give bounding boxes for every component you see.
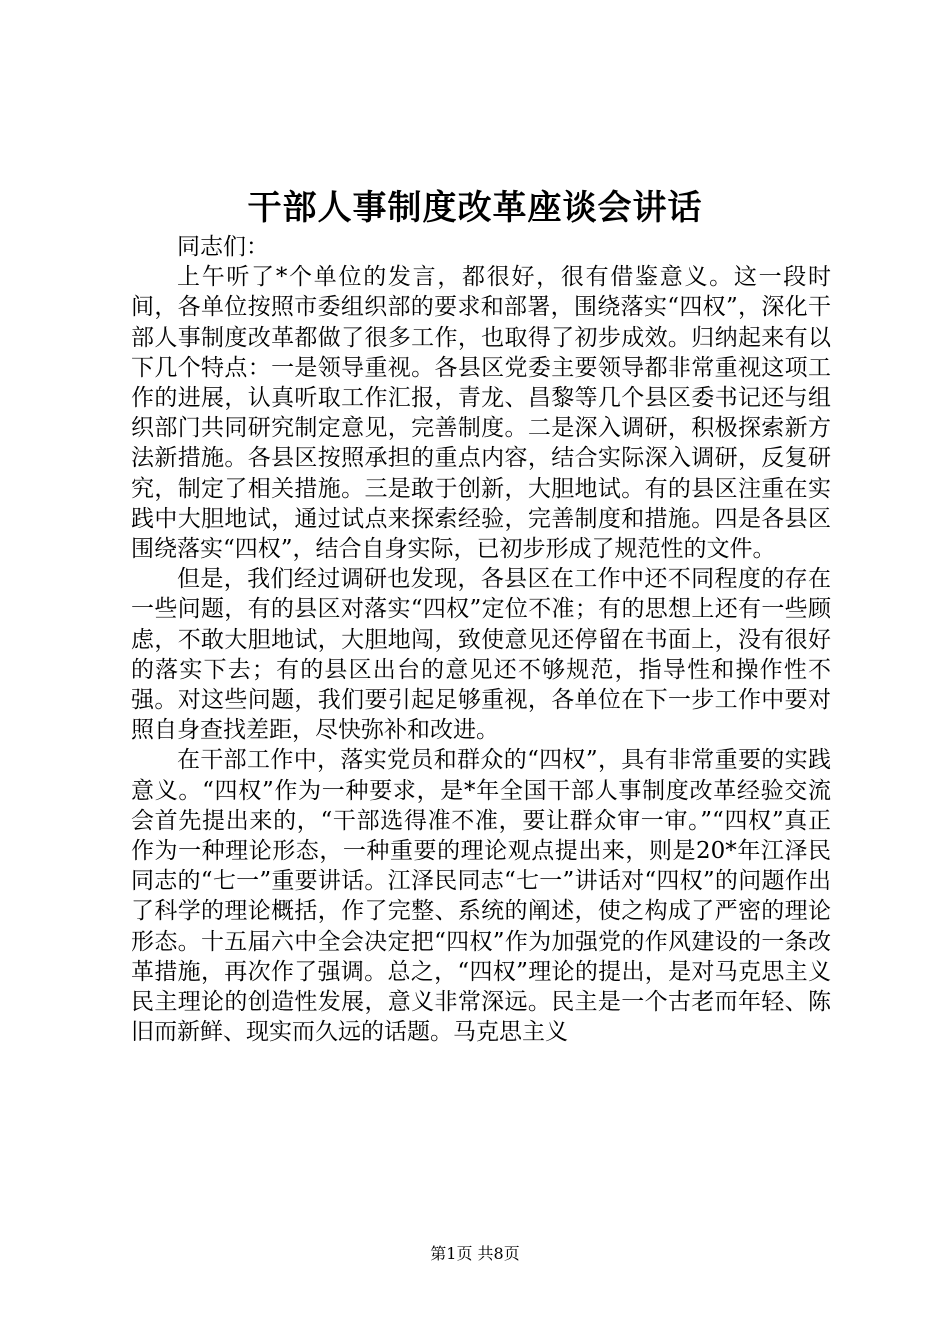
page-indicator: 第1页 共8页 (430, 1244, 520, 1263)
document-title: 干部人事制度改革座谈会讲话 (247, 188, 703, 228)
paragraph-3: 在干部工作中，落实党员和群众的“四权”，具有非常重要的实践意义。“四权”作为一种要求，是*年全国干部人事制度改革经验交流会首先提出来的，“干部选得准不准，要让群众审一审。”“四权”真正作为一种理论形态，一种重要的理论观点提出来，则是20*年江泽民同志的“七一”重要讲话。江泽民同志“七一”讲话对“四权”的问题作出了科学的理论概括，作了完整、系统的阐述，使之构成了严密的理论形态。十五届六中全会决定把“四权”作为加强党的作风建设的一条改革措施，再次作了强调。总之，“四权”理论的提出，是对马克思主义民主理论的创造性发展，意义非常深远。民主是一个古老而年轻、陈旧而新鲜、现实而久远的话题。马克思主义 (131, 747, 831, 1046)
page-footer (0, 1243, 950, 1265)
greeting: 同志们： (177, 234, 269, 260)
document-body (131, 232, 831, 1047)
paragraph-1: 上午听了*个单位的发言，都很好，很有借鉴意义。这一段时间，各单位按照市委组织部的要求和部署，围绕落实“四权”，深化干部人事制度改革都做了很多工作，也取得了初步成效。归纳起来有以下几个特点：一是领导重视。各县区党委主要领导都非常重视这项工作的进展，认真听取工作汇报，青龙、昌黎等几个县区委书记还与组织部门共同研究制定意见，完善制度。二是深入调研，积极探索新方法新措施。各县区按照承担的重点内容，结合实际深入调研，反复研究，制定了相关措施。三是敢于创新，大胆地试。有的县区注重在实践中大胆地试，通过试点来探索经验，完善制度和措施。四是各县区围绕落实“四权”，结合自身实际，已初步形成了规范性的文件。 (131, 264, 831, 563)
paragraph-2: 但是，我们经过调研也发现，各县区在工作中还不同程度的存在一些问题，有的县区对落实“四权”定位不准；有的思想上还有一些顾虑，不敢大胆地试，大胆地闯，致使意见还停留在书面上，没有很好的落实下去；有的县区出台的意见还不够规范，指导性和操作性不强。对这些问题，我们要引起足够重视，各单位在下一步工作中要对照自身查找差距，尽快弥补和改进。 (131, 566, 831, 744)
